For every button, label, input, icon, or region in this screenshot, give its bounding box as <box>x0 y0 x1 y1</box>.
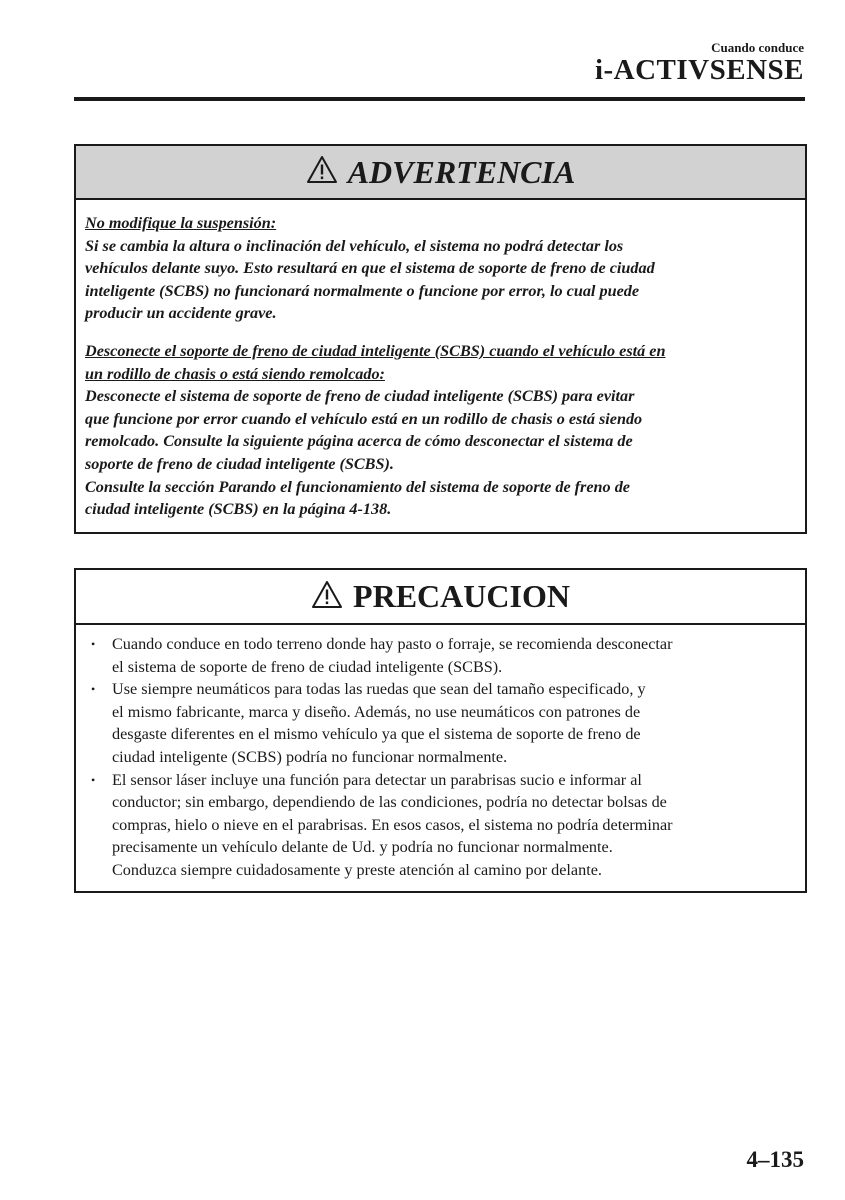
page-title: i-ACTIVSENSE <box>594 54 804 86</box>
text-line: compras, hielo o nieve en el parabrisas. En esos casos, el sistema no podría determinar <box>112 815 673 834</box>
warning-box <box>74 144 807 534</box>
text-line: Desconecte el sistema de soporte de freno de ciudad inteligente (SCBS) para evitar <box>85 387 635 406</box>
text-line: el mismo fabricante, marca y diseño. Además, no use neumáticos con patrones de <box>112 702 641 721</box>
text-line: desgaste diferentes en el mismo vehículo ya que el sistema de soporte de freno de <box>112 725 641 744</box>
warning-triangle-icon <box>306 155 338 189</box>
text-line: producir un accidente grave. <box>85 304 277 323</box>
bullet-marker: • <box>91 682 96 697</box>
caution-header <box>76 570 805 625</box>
warning-body <box>76 200 805 521</box>
paragraph-heading: Desconecte el soporte de freno de ciudad inteligente (SCBS) cuando el vehículo está en <box>85 341 666 360</box>
text-line: conductor; sin embargo, dependiendo de las condiciones, podría no detectar bolsas de <box>112 793 667 812</box>
warning-triangle-icon <box>311 580 343 614</box>
warning-paragraph-suspension <box>85 212 795 325</box>
text-line: Consulte la sección Parando el funcionamiento del sistema de soporte de freno de <box>85 477 630 496</box>
text-line: vehículos delante suyo. Esto resultará en que el sistema de soporte de freno de ciudad <box>85 259 655 278</box>
paragraph-heading: No modifique la suspensión: <box>85 214 277 232</box>
bullet-item <box>90 769 805 882</box>
caution-body <box>76 625 805 882</box>
caution-box <box>74 568 807 893</box>
warning-header <box>76 146 805 200</box>
text-line: Si se cambia la altura o inclinación del vehículo, el sistema no podrá detectar los <box>85 236 624 255</box>
text-line: Conduzca siempre cuidadosamente y preste atención al camino por delante. <box>112 860 602 879</box>
text-line: Cuando conduce en todo terreno donde hay pasto o forraje, se recomienda desconectar <box>112 635 673 653</box>
caution-title: PRECAUCION <box>353 578 570 614</box>
bullet-marker: • <box>91 772 96 787</box>
bullet-marker: • <box>91 637 96 651</box>
page-number: 4–135 <box>746 1147 804 1172</box>
text-line: soporte de freno de ciudad inteligente (SCBS). <box>85 454 394 473</box>
paragraph-heading: un rodillo de chasis o está siendo remolcado: <box>85 364 385 383</box>
section-label: Cuando conduce <box>711 40 804 55</box>
text-line: Use siempre neumáticos para todas las ruedas que sean del tamaño especificado, y <box>112 680 646 699</box>
text-line: el sistema de soporte de freno de ciudad inteligente (SCBS). <box>112 657 503 676</box>
text-line: ciudad inteligente (SCBS) en la página 4-138. <box>85 500 392 519</box>
bullet-item <box>90 633 805 678</box>
text-line: que funcione por error cuando el vehículo está en un rodillo de chasis o está siendo <box>85 409 643 428</box>
warning-paragraph-disconnect <box>85 340 795 521</box>
text-line: inteligente (SCBS) no funcionará normalmente o funcione por error, lo cual puede <box>85 281 640 300</box>
text-line: ciudad inteligente (SCBS) podría no funcionar normalmente. <box>112 747 508 766</box>
text-line: remolcado. Consulte la siguiente página acerca de cómo desconectar el sistema de <box>85 432 633 451</box>
text-line: El sensor láser incluye una función para detectar un parabrisas sucio e informar al <box>112 770 642 789</box>
warning-title: ADVERTENCIA <box>347 153 576 190</box>
text-line: precisamente un vehículo delante de Ud. y podría no funcionar normalmente. <box>112 838 613 857</box>
bullet-item <box>90 678 805 768</box>
header-rule <box>74 97 805 101</box>
